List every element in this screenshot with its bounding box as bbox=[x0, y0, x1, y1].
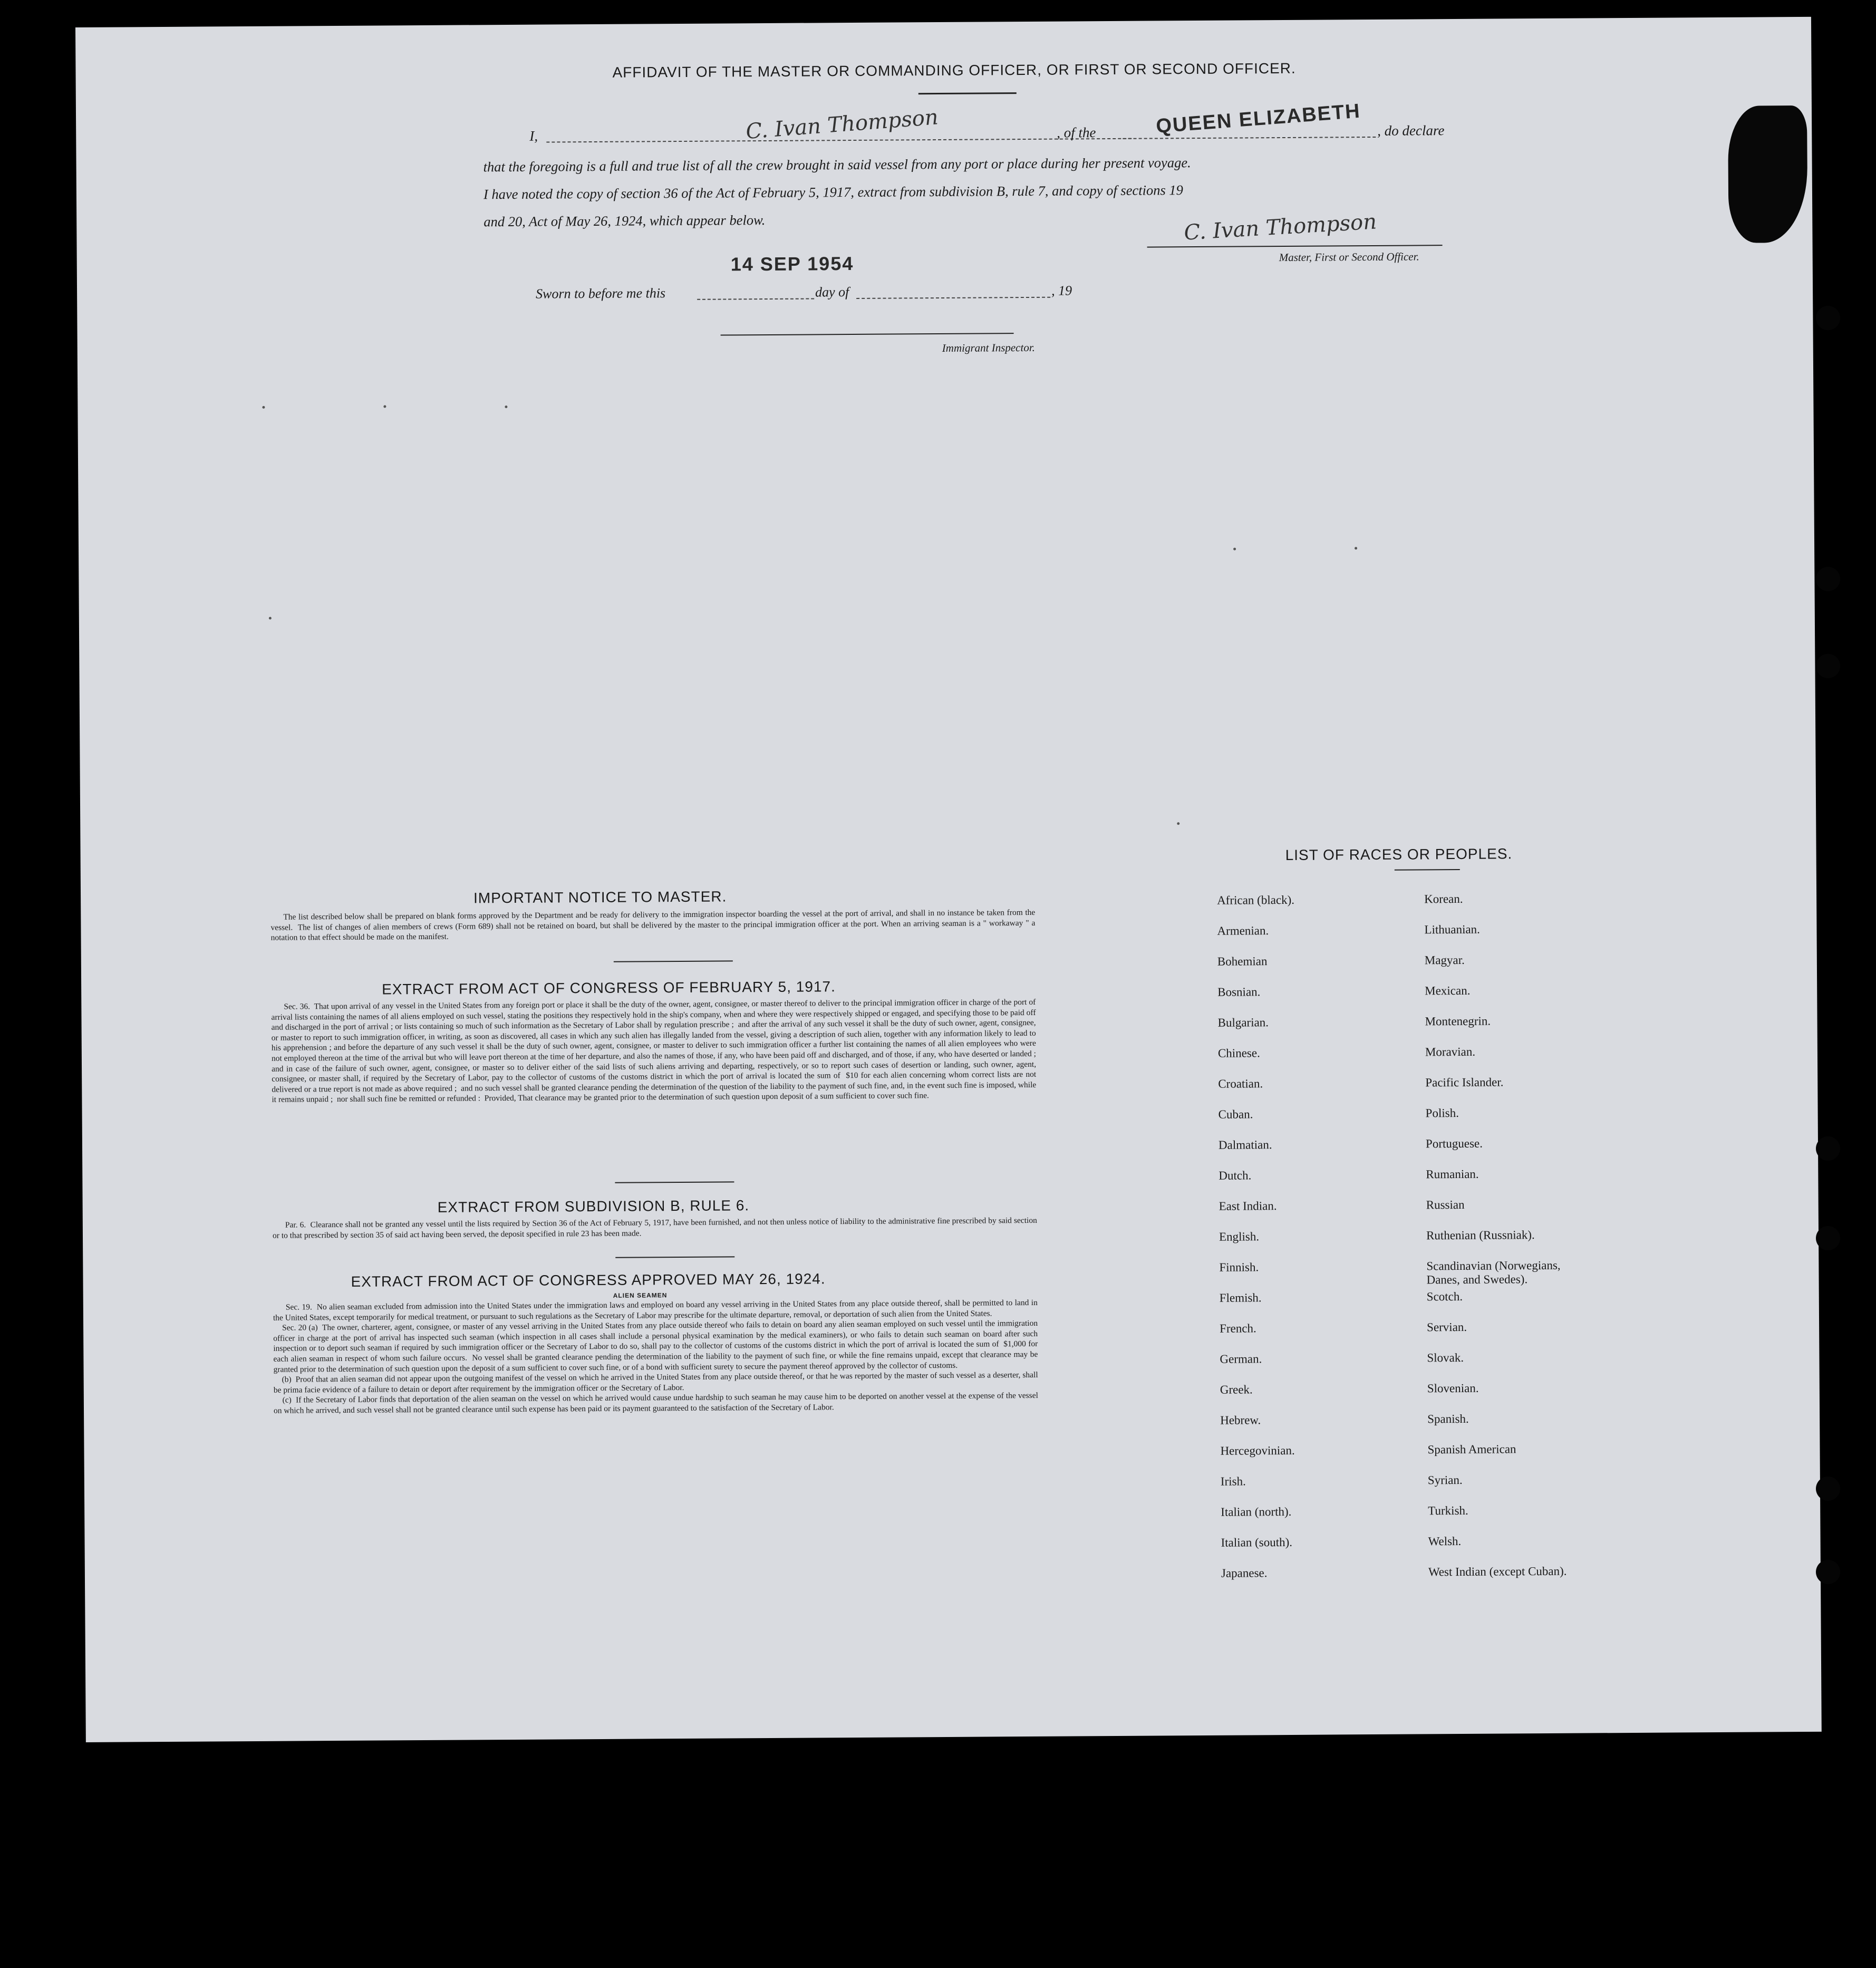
race-item: Moravian. bbox=[1425, 1045, 1476, 1059]
race-item: African (black). bbox=[1217, 893, 1295, 907]
extract-1924-title: EXTRACT FROM ACT OF CONGRESS APPROVED MAY 26, 1924. bbox=[351, 1270, 826, 1290]
affidavit-title: AFFIDAVIT OF THE MASTER OR COMMANDING OFFICER, OR FIRST OR SECOND OFFICER. bbox=[612, 60, 1296, 81]
extract-rule6-text: Par. 6. Clearance shall not be granted any vessel until the lists required by Section 36 of the Act of February 5, 1917, have been furnished, and not then unless notice of liability to the administrative fine prescribed by said section or to that prescribed by section 35 of said act having been served, the deposit specified in rule 23 has been made. bbox=[272, 1215, 1039, 1240]
race-item: Turkish. bbox=[1428, 1503, 1468, 1518]
race-item: Italian (south). bbox=[1221, 1535, 1293, 1549]
notice-title: IMPORTANT NOTICE TO MASTER. bbox=[473, 888, 727, 906]
race-item: Russian bbox=[1426, 1198, 1465, 1212]
race-item: Japanese. bbox=[1221, 1566, 1268, 1580]
divider bbox=[615, 1256, 734, 1258]
affidavit-of-the: , of the bbox=[1057, 124, 1096, 141]
speck bbox=[1177, 822, 1179, 825]
race-item: English. bbox=[1219, 1230, 1260, 1243]
race-item: Hebrew. bbox=[1220, 1413, 1261, 1427]
race-item: Irish. bbox=[1220, 1474, 1246, 1488]
declaration-line-3: and 20, Act of May 26, 1924, which appear below. bbox=[483, 212, 766, 230]
document-page bbox=[75, 17, 1822, 1742]
races-title: LIST OF RACES OR PEOPLES. bbox=[1285, 845, 1513, 864]
race-item: Bulgarian. bbox=[1217, 1016, 1269, 1029]
inspector-caption: Immigrant Inspector. bbox=[942, 341, 1035, 354]
extract-1924-subtitle: ALIEN SEAMEN bbox=[613, 1291, 668, 1299]
race-item: Lithuanian. bbox=[1424, 922, 1480, 937]
speck bbox=[505, 406, 507, 408]
speck bbox=[269, 617, 272, 620]
date-stamp: 14 SEP 1954 bbox=[730, 252, 854, 275]
race-item: Dalmatian. bbox=[1218, 1138, 1272, 1152]
race-item: Polish. bbox=[1425, 1106, 1459, 1120]
race-item: Scandinavian (Norwegians, Danes, and Swedes). bbox=[1426, 1258, 1561, 1287]
ship-name-stamp: QUEEN ELIZABETH bbox=[1155, 100, 1362, 138]
divider bbox=[614, 960, 733, 962]
sworn-day-line bbox=[697, 298, 814, 300]
extract-1917-text: Sec. 36. That upon arrival of any vessel in the United States from any foreign port or place it shall be the duty of the owner, agent, consignee, or master thereof to deliver to the principal immigration officer in charge of the port of arrival lists containing the names of all aliens employed on such vessel, stating the positions they respectively hold in the ship's company, when and where they were respectively shipped or engaged, and specifying those to be paid off and discharged in the port of arrival ; or lists containing so much of such information as the Secretary of Labor shall by regulation prescribe ; and after the arrival of any such vessel it shall be the duty of such owner, agent, consignee, or master to report to such immigration officer, in writing, as soon as discovered, all cases in which any such alien has illegally landed from the vessel, giving a description of such alien, together with any information likely to lead to his apprehension ; and before the departure of any such vessel it shall be the duty of such owner, agent, consignee, or master to deliver to such immigration officer a further list containing the names of all alien employees who were not employed thereon at the time of the arrival but who will leave port thereon at the time of her departure, and also the names of those, if any, who have been paid off and discharged, and of those, if any, who have deserted or landed ; and in case of the failure of such owner, agent, consignee, or master so to deliver either of the said lists of such aliens arriving and departing, respectively, or so to report such cases of desertion or landing, such owner, agent, consignee, or master shall, if required by the Secretary of Labor, pay to the collector of customs of the customs district in which the port of arrival is located the sum of $10 for each alien concerning whom correct lists are not delivered or a true report is not made as above required ; and no such vessel shall be granted clearance pending the determination of the question of the liability to the payment of such fine, and, in the event such fine is imposed, while it remains unpaid ; nor shall such fine be remitted or refunded : Provided, That clearance may be granted prior to the determination of such question upon deposit of a sum sufficient to cover such fine. bbox=[271, 997, 1040, 1105]
affidavit-i-prefix: I, bbox=[529, 128, 538, 144]
punch-hole bbox=[1816, 654, 1840, 678]
notice-text: The list described below shall be prepared on blank forms approved by the Department and be ready for delivery to the immigration inspector boarding the vessel at the port of arrival, and shall in no instance be taken from the vessel. The list of changes of alien members of crews (Form 689) shall not be retained on board, but shall be delivered by the master to the principal immigration officer at the port. When an arriving seaman is a " workaway " a notation to that effect should be made on the manifest. bbox=[270, 908, 1038, 942]
speck bbox=[383, 405, 386, 408]
speck bbox=[1233, 548, 1236, 551]
punch-hole bbox=[1816, 1560, 1840, 1584]
race-item: Cuban. bbox=[1218, 1107, 1253, 1121]
race-item: Slovak. bbox=[1427, 1350, 1464, 1365]
master-signature: C. Ivan Thompson bbox=[1183, 209, 1378, 245]
ink-blot bbox=[1728, 105, 1808, 243]
race-item: Bosnian. bbox=[1217, 985, 1261, 999]
title-underline bbox=[918, 92, 1017, 94]
extract-1917-title: EXTRACT FROM ACT OF CONGRESS OF FEBRUARY 5, 1917. bbox=[382, 978, 836, 998]
race-item: Rumanian. bbox=[1426, 1167, 1479, 1181]
race-item: Croatian. bbox=[1218, 1077, 1263, 1091]
race-item: Welsh. bbox=[1428, 1534, 1462, 1548]
race-item: Spanish. bbox=[1427, 1412, 1469, 1426]
sworn-day-of: day of bbox=[815, 284, 849, 300]
divider bbox=[615, 1181, 734, 1183]
affidavit-do-declare: , do declare bbox=[1377, 122, 1445, 139]
signature-caption: Master, First or Second Officer. bbox=[1279, 250, 1419, 264]
race-item: Hercegovinian. bbox=[1220, 1443, 1295, 1458]
race-item: Armenian. bbox=[1217, 924, 1269, 938]
master-name-line bbox=[546, 138, 1132, 143]
punch-hole bbox=[1816, 1226, 1840, 1250]
race-item: Slovenian. bbox=[1427, 1381, 1479, 1395]
race-item: Ruthenian (Russniak). bbox=[1426, 1228, 1535, 1242]
race-item: Montenegrin. bbox=[1425, 1014, 1491, 1028]
race-item: West Indian (except Cuban). bbox=[1428, 1564, 1567, 1579]
race-item: Magyar. bbox=[1424, 953, 1465, 967]
signature-line bbox=[1147, 245, 1443, 247]
race-item: German. bbox=[1220, 1352, 1262, 1366]
race-item: Flemish. bbox=[1219, 1291, 1262, 1305]
race-item: Dutch. bbox=[1219, 1169, 1252, 1182]
race-item: Finnish. bbox=[1219, 1260, 1259, 1274]
punch-hole bbox=[1816, 1136, 1840, 1161]
race-item: Spanish American bbox=[1427, 1442, 1516, 1456]
race-item: Pacific Islander. bbox=[1425, 1075, 1504, 1089]
sworn-year: , 19 bbox=[1051, 283, 1072, 298]
punch-hole bbox=[1816, 567, 1840, 591]
punch-hole bbox=[1816, 306, 1840, 330]
race-item: Syrian. bbox=[1427, 1473, 1463, 1487]
declaration-line-1: that the foregoing is a full and true list of all the crew brought in said vessel from any port or place during her present voyage. bbox=[483, 155, 1191, 175]
declaration-line-2: I have noted the copy of section 36 of the Act of February 5, 1917, extract from subdivision B, rule 7, and copy of sections 19 bbox=[483, 182, 1183, 202]
race-item: Korean. bbox=[1424, 892, 1463, 906]
race-item: French. bbox=[1220, 1321, 1256, 1335]
race-item: Chinese. bbox=[1217, 1046, 1260, 1060]
extract-rule6-title: EXTRACT FROM SUBDIVISION B, RULE 6. bbox=[437, 1197, 750, 1215]
race-item: East Indian. bbox=[1219, 1199, 1277, 1213]
races-title-underline bbox=[1395, 869, 1460, 871]
race-item: Servian. bbox=[1427, 1320, 1467, 1334]
master-signature-inline: C. Ivan Thompson bbox=[744, 105, 940, 144]
race-item: Scotch. bbox=[1426, 1289, 1463, 1304]
punch-hole bbox=[1816, 1477, 1840, 1501]
inspector-signature-line bbox=[721, 333, 1014, 335]
race-item: Bohemian bbox=[1217, 954, 1268, 968]
extract-1924-text: Sec. 19. No alien seaman excluded from admission into the United States under the immigration laws and employed on board any vessel arriving in the United States from any place outside thereof, shall be permitted to land in the United States, except temporarily for medical treatment, or pursuant to such regulations as the Secretary of Labor may prescribe for the ultimate departure, removal, or deportation of such alien from the United States. Sec. 20 (a) The owner, charterer, agent, consignee, or master of any vessel arriving in the United States from any place outside thereof who fails to detain on board any alien seaman employed on such vessel until the immigration officer in charge at the port of arrival has inspected such seaman (which inspection in all cases shall include a personal physical examination by the medical examiners), or who fails to detain such seaman on board after such inspection or to deport such seaman if required by such immigration officer or the Secretary of Labor to do so, shall pay to the collector of customs of the customs district in which the port of arrival is located the sum of $1,000 for each alien seaman in respect of whom such failure occurs. No vessel shall be granted clearance pending the determination of the liability to the payment of such fine, or while the fine remains unpaid, except that clearance may be granted prior to the determination of such question upon the deposit of a sum sufficient to cover such fine, or of a bond with sufficient surety to secure the payment thereof approved by the collector of customs. (b) Proof that an alien seaman did not appear upon the outgoing manifest of the vessel on which he arrived in the United States from any place outside thereof, or that he was reported by the master of such vessel as a deserter, shall be prima facie evidence of a failure to detain or deport after requirement by the immigration officer or the Secretary of Labor. (c) If the Secretary of Labor finds that deportation of the alien seaman on the vessel on which he arrived would cause undue hardship to such seaman he may cause him to be deported on another vessel at the expense of the vessel on which he arrived, and such vessel shall not be granted clearance until such expense has been paid or its payment guaranteed to the satisfaction of the Secretary of Labor. bbox=[273, 1298, 1040, 1415]
race-item: Greek. bbox=[1220, 1383, 1253, 1396]
speck bbox=[1355, 547, 1357, 549]
race-item: Mexican. bbox=[1425, 983, 1471, 998]
sworn-month-line bbox=[856, 297, 1050, 299]
sworn-prefix: Sworn to before me this bbox=[536, 285, 666, 302]
race-item: Portuguese. bbox=[1425, 1136, 1483, 1151]
race-item: Italian (north). bbox=[1221, 1504, 1292, 1519]
speck bbox=[262, 406, 265, 409]
